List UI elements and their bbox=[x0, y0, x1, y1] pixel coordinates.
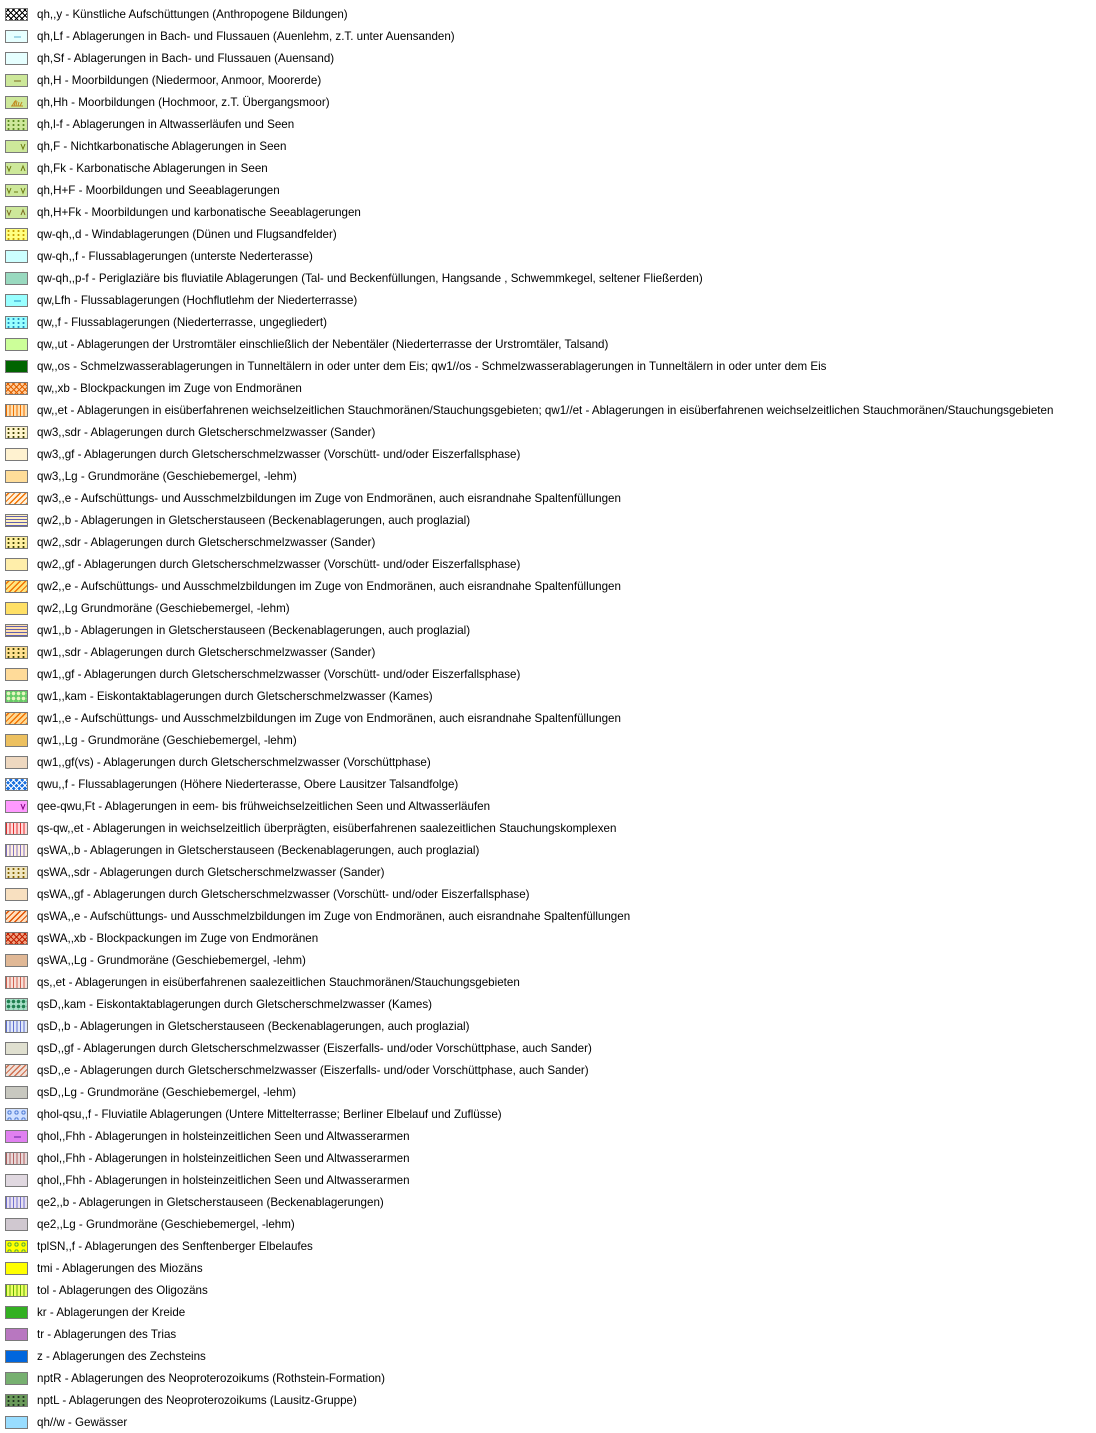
legend-item bbox=[5, 267, 1095, 289]
legend-item bbox=[5, 883, 1095, 905]
legend-label: qw1,,b - Ablagerungen in Gletscherstauseen (Beckenablagerungen, auch proglazial) bbox=[37, 623, 471, 637]
legend-item bbox=[5, 1279, 1095, 1301]
legend-swatch-icon bbox=[5, 558, 28, 571]
legend-swatch-icon bbox=[5, 206, 28, 219]
legend-swatch-icon bbox=[5, 954, 28, 967]
legend-item bbox=[5, 311, 1095, 333]
legend-swatch-icon bbox=[5, 52, 28, 65]
legend-label: qw3,,gf - Ablagerungen durch Gletscherschmelzwasser (Vorschütt- und/oder Eiszerfallsphase) bbox=[37, 447, 521, 461]
legend-label: qw1,,e - Aufschüttungs- und Ausschmelzbildungen im Zuge von Endmoränen, auch eisrandnahe Spaltenfüllungen bbox=[37, 711, 621, 725]
legend-label: qwu,,f - Flussablagerungen (Höhere Niederterasse, Obere Lausitzer Talsandfolge) bbox=[37, 777, 459, 791]
legend-swatch-icon bbox=[5, 30, 28, 43]
legend-swatch-icon bbox=[5, 1020, 28, 1033]
legend-item bbox=[5, 773, 1095, 795]
legend-item bbox=[5, 707, 1095, 729]
legend-label: qh,Sf - Ablagerungen in Bach- und Flussauen (Auensand) bbox=[37, 51, 335, 65]
legend-item bbox=[5, 1103, 1095, 1125]
legend-label: qs,,et - Ablagerungen in eisüberfahrenen saalezeitlichen Stauchmoränen/Stauchungsgebieten bbox=[37, 975, 520, 989]
legend-swatch-icon bbox=[5, 1064, 28, 1077]
legend-label: qs-qw,,et - Ablagerungen in weichselzeitlich überprägten, eisüberfahrenen saalezeitlichen Stauchungskomplexen bbox=[37, 821, 617, 835]
legend-item bbox=[5, 1257, 1095, 1279]
legend-swatch-icon bbox=[5, 580, 28, 593]
legend-item bbox=[5, 949, 1095, 971]
legend-label: qw1,,Lg - Grundmoräne (Geschiebemergel, -lehm) bbox=[37, 733, 297, 747]
legend-label: qsWA,,Lg - Grundmoräne (Geschiebemergel, -lehm) bbox=[37, 953, 306, 967]
legend-label: qh,,y - Künstliche Aufschüttungen (Anthropogene Bildungen) bbox=[37, 7, 348, 21]
legend-label: qw1,,kam - Eiskontaktablagerungen durch Gletscherschmelzwasser (Kames) bbox=[37, 689, 433, 703]
legend-swatch-icon bbox=[5, 1306, 28, 1319]
legend-label: qee-qwu,Ft - Ablagerungen in eem- bis frühweichselzeitlichen Seen und Altwasserläufen bbox=[37, 799, 491, 813]
legend-swatch-icon bbox=[5, 382, 28, 395]
legend-label: z - Ablagerungen des Zechsteins bbox=[37, 1349, 206, 1363]
legend-swatch-icon bbox=[5, 1174, 28, 1187]
legend-item bbox=[5, 905, 1095, 927]
legend-item bbox=[5, 1191, 1095, 1213]
legend-label: qw1,,gf - Ablagerungen durch Gletscherschmelzwasser (Vorschütt- und/oder Eiszerfallsphase) bbox=[37, 667, 521, 681]
legend-item bbox=[5, 641, 1095, 663]
legend-swatch-icon bbox=[5, 8, 28, 21]
legend-label: qw3,,Lg - Grundmoräne (Geschiebemergel, -lehm) bbox=[37, 469, 297, 483]
legend-swatch-icon bbox=[5, 1152, 28, 1165]
legend-item bbox=[5, 3, 1095, 25]
legend-item bbox=[5, 245, 1095, 267]
legend-item bbox=[5, 597, 1095, 619]
legend-label: qw1,,sdr - Ablagerungen durch Gletscherschmelzwasser (Sander) bbox=[37, 645, 376, 659]
legend-label: qw2,,Lg Grundmoräne (Geschiebemergel, -lehm) bbox=[37, 601, 290, 615]
legend-swatch-icon bbox=[5, 294, 28, 307]
legend-item bbox=[5, 1235, 1095, 1257]
legend-swatch-icon bbox=[5, 1218, 28, 1231]
legend-item bbox=[5, 839, 1095, 861]
legend-item bbox=[5, 47, 1095, 69]
legend-label: qh//w - Gewässer bbox=[37, 1415, 128, 1429]
legend-swatch-icon bbox=[5, 1086, 28, 1099]
legend-swatch-icon bbox=[5, 1394, 28, 1407]
legend-item bbox=[5, 817, 1095, 839]
legend-swatch-icon bbox=[5, 492, 28, 505]
legend-label: qw1,,gf(vs) - Ablagerungen durch Gletscherschmelzwasser (Vorschüttphase) bbox=[37, 755, 431, 769]
legend-item bbox=[5, 1213, 1095, 1235]
legend-label: qw,,f - Flussablagerungen (Niederterrasse, ungegliedert) bbox=[37, 315, 327, 329]
legend-label: qhol-qsu,,f - Fluviatile Ablagerungen (Untere Mittelterrasse; Berliner Elbelauf und Zuflüsse) bbox=[37, 1107, 502, 1121]
legend-swatch-icon bbox=[5, 360, 28, 373]
legend-item bbox=[5, 179, 1095, 201]
legend-swatch-icon bbox=[5, 250, 28, 263]
legend-swatch-icon bbox=[5, 338, 28, 351]
legend-label: qw,,xb - Blockpackungen im Zuge von Endmoränen bbox=[37, 381, 302, 395]
legend-swatch-icon bbox=[5, 976, 28, 989]
legend-item bbox=[5, 729, 1095, 751]
legend-swatch-icon bbox=[5, 1284, 28, 1297]
legend-swatch-icon bbox=[5, 1372, 28, 1385]
legend-item bbox=[5, 157, 1095, 179]
legend-swatch-icon bbox=[5, 184, 28, 197]
legend-label: qhol,,Fhh - Ablagerungen in holsteinzeitlichen Seen und Altwasserarmen bbox=[37, 1151, 410, 1165]
legend-swatch-icon bbox=[5, 1416, 28, 1429]
legend-item bbox=[5, 1169, 1095, 1191]
legend-item bbox=[5, 927, 1095, 949]
legend-label: qw-qh,,f - Flussablagerungen (unterste Nederterasse) bbox=[37, 249, 313, 263]
legend-swatch-icon bbox=[5, 316, 28, 329]
legend-label: tol - Ablagerungen des Oligozäns bbox=[37, 1283, 208, 1297]
legend-swatch-icon bbox=[5, 1196, 28, 1209]
legend-label: qw2,,b - Ablagerungen in Gletscherstauseen (Beckenablagerungen, auch proglazial) bbox=[37, 513, 471, 527]
legend-item bbox=[5, 355, 1095, 377]
legend-label: qh,H - Moorbildungen (Niedermoor, Anmoor, Moorerde) bbox=[37, 73, 322, 87]
legend-swatch-icon bbox=[5, 646, 28, 659]
legend-label: qh,F - Nichtkarbonatische Ablagerungen in Seen bbox=[37, 139, 287, 153]
legend-item bbox=[5, 1037, 1095, 1059]
legend-swatch-icon bbox=[5, 690, 28, 703]
legend-swatch-icon bbox=[5, 910, 28, 923]
legend-item bbox=[5, 135, 1095, 157]
legend-label: qh,Lf - Ablagerungen in Bach- und Flussauen (Auenlehm, z.T. unter Auensanden) bbox=[37, 29, 455, 43]
legend-item bbox=[5, 113, 1095, 135]
legend-item bbox=[5, 421, 1095, 443]
legend-label: tmi - Ablagerungen des Miozäns bbox=[37, 1261, 203, 1275]
legend-swatch-icon bbox=[5, 602, 28, 615]
legend-swatch-icon bbox=[5, 998, 28, 1011]
legend-item bbox=[5, 619, 1095, 641]
legend-item bbox=[5, 487, 1095, 509]
legend-label: qsD,,gf - Ablagerungen durch Gletscherschmelzwasser (Eiszerfalls- und/oder Vorschüttphase, auch Sander) bbox=[37, 1041, 592, 1055]
legend-swatch-icon bbox=[5, 734, 28, 747]
legend-item bbox=[5, 223, 1095, 245]
legend-label: qw2,,gf - Ablagerungen durch Gletscherschmelzwasser (Vorschütt- und/oder Eiszerfallsphase) bbox=[37, 557, 521, 571]
legend-swatch-icon bbox=[5, 514, 28, 527]
legend-item bbox=[5, 861, 1095, 883]
legend-item bbox=[5, 91, 1095, 113]
legend-label: nptL - Ablagerungen des Neoproterozoikums (Lausitz-Gruppe) bbox=[37, 1393, 357, 1407]
legend-label: qw2,,sdr - Ablagerungen durch Gletscherschmelzwasser (Sander) bbox=[37, 535, 376, 549]
legend-label: qe2,,b - Ablagerungen in Gletscherstauseen (Beckenablagerungen) bbox=[37, 1195, 384, 1209]
legend-label: qsWA,,gf - Ablagerungen durch Gletscherschmelzwasser (Vorschütt- und/oder Eiszerfallsphase) bbox=[37, 887, 530, 901]
legend-label: kr - Ablagerungen der Kreide bbox=[37, 1305, 186, 1319]
legend-label: qw,Lfh - Flussablagerungen (Hochflutlehm der Niederterrasse) bbox=[37, 293, 358, 307]
legend-label: qh,H+Fk - Moorbildungen und karbonatische Seeablagerungen bbox=[37, 205, 361, 219]
legend-item bbox=[5, 1323, 1095, 1345]
legend-swatch-icon bbox=[5, 1350, 28, 1363]
legend-label: qw3,,sdr - Ablagerungen durch Gletscherschmelzwasser (Sander) bbox=[37, 425, 376, 439]
legend-swatch-icon bbox=[5, 1240, 28, 1253]
legend-label: qh,l-f - Ablagerungen in Altwasserläufen und Seen bbox=[37, 117, 295, 131]
legend-item bbox=[5, 553, 1095, 575]
legend-item bbox=[5, 1081, 1095, 1103]
legend-label: qsWA,,e - Aufschüttungs- und Ausschmelzbildungen im Zuge von Endmoränen, auch eisrandnahe Spaltenfüllungen bbox=[37, 909, 631, 923]
legend-swatch-icon bbox=[5, 74, 28, 87]
legend-label: qw,,ut - Ablagerungen der Urstromtäler einschließlich der Nebentäler (Niederterrasse der Urstromtäler, Talsand) bbox=[37, 337, 609, 351]
legend-item bbox=[5, 1147, 1095, 1169]
legend-swatch-icon bbox=[5, 712, 28, 725]
legend-label: qe2,,Lg - Grundmoräne (Geschiebemergel, -lehm) bbox=[37, 1217, 295, 1231]
legend-swatch-icon bbox=[5, 822, 28, 835]
legend-label: qsWA,,xb - Blockpackungen im Zuge von Endmoränen bbox=[37, 931, 319, 945]
legend-swatch-icon bbox=[5, 1262, 28, 1275]
legend-label: qsWA,,b - Ablagerungen in Gletscherstauseen (Beckenablagerungen, auch proglazial) bbox=[37, 843, 480, 857]
legend-swatch-icon bbox=[5, 426, 28, 439]
legend-item bbox=[5, 971, 1095, 993]
legend-swatch-icon bbox=[5, 228, 28, 241]
legend-item bbox=[5, 1411, 1095, 1433]
legend-item bbox=[5, 201, 1095, 223]
legend-swatch-icon bbox=[5, 844, 28, 857]
legend-swatch-icon bbox=[5, 470, 28, 483]
legend-item bbox=[5, 443, 1095, 465]
legend-item bbox=[5, 333, 1095, 355]
legend-swatch-icon bbox=[5, 140, 28, 153]
legend-label: qw,,et - Ablagerungen in eisüberfahrenen weichselzeitlichen Stauchmoränen/Stauchungsgebieten; qw1//et - Ablagerungen in eisüberfahrenen weichselzeitlichen Stauchmoränen/Stauchungsgebieten bbox=[37, 403, 1054, 417]
legend-swatch-icon bbox=[5, 866, 28, 879]
legend-swatch-icon bbox=[5, 1328, 28, 1341]
legend-label: nptR - Ablagerungen des Neoproterozoikums (Rothstein-Formation) bbox=[37, 1371, 385, 1385]
legend-swatch-icon bbox=[5, 404, 28, 417]
legend-swatch-icon bbox=[5, 96, 28, 109]
legend-label: qw3,,e - Aufschüttungs- und Ausschmelzbildungen im Zuge von Endmoränen, auch eisrandnahe Spaltenfüllungen bbox=[37, 491, 621, 505]
legend-item bbox=[5, 1301, 1095, 1323]
legend-swatch-icon bbox=[5, 888, 28, 901]
legend-label: qsD,,Lg - Grundmoräne (Geschiebemergel, -lehm) bbox=[37, 1085, 297, 1099]
legend-swatch-icon bbox=[5, 778, 28, 791]
legend-item bbox=[5, 1125, 1095, 1147]
legend-item bbox=[5, 25, 1095, 47]
legend-item bbox=[5, 1015, 1095, 1037]
legend-item bbox=[5, 465, 1095, 487]
legend-swatch-icon bbox=[5, 1130, 28, 1143]
legend-label: qw,,os - Schmelzwasserablagerungen in Tunneltälern in oder unter dem Eis; qw1//os - Schmelzwasserablagerungen in Tunneltälern in oder unter dem Eis bbox=[37, 359, 827, 373]
legend-label: qw-qh,,d - Windablagerungen (Dünen und Flugsandfelder) bbox=[37, 227, 337, 241]
legend-label: qh,Fk - Karbonatische Ablagerungen in Seen bbox=[37, 161, 268, 175]
legend-label: qh,Hh - Moorbildungen (Hochmoor, z.T. Übergangsmoor) bbox=[37, 95, 330, 109]
legend-label: qhol,,Fhh - Ablagerungen in holsteinzeitlichen Seen und Altwasserarmen bbox=[37, 1173, 410, 1187]
legend-swatch-icon bbox=[5, 162, 28, 175]
legend-item bbox=[5, 69, 1095, 91]
legend-label: qsWA,,sdr - Ablagerungen durch Gletscherschmelzwasser (Sander) bbox=[37, 865, 385, 879]
legend-swatch-icon bbox=[5, 1042, 28, 1055]
legend-swatch-icon bbox=[5, 448, 28, 461]
legend-item bbox=[5, 663, 1095, 685]
legend-item bbox=[5, 1367, 1095, 1389]
legend-label: qh,H+F - Moorbildungen und Seeablagerungen bbox=[37, 183, 280, 197]
legend-swatch-icon bbox=[5, 756, 28, 769]
legend-swatch-icon bbox=[5, 668, 28, 681]
legend-item bbox=[5, 399, 1095, 421]
legend-label: qsD,,kam - Eiskontaktablagerungen durch Gletscherschmelzwasser (Kames) bbox=[37, 997, 432, 1011]
legend-label: qhol,,Fhh - Ablagerungen in holsteinzeitlichen Seen und Altwasserarmen bbox=[37, 1129, 410, 1143]
legend-swatch-icon bbox=[5, 932, 28, 945]
legend-item bbox=[5, 1389, 1095, 1411]
legend-item bbox=[5, 993, 1095, 1015]
legend-label: tplSN,,f - Ablagerungen des Senftenberger Elbelaufes bbox=[37, 1239, 313, 1253]
legend-item bbox=[5, 575, 1095, 597]
legend bbox=[5, 3, 1095, 1433]
legend-swatch-icon bbox=[5, 624, 28, 637]
legend-item bbox=[5, 751, 1095, 773]
legend-label: qw2,,e - Aufschüttungs- und Ausschmelzbildungen im Zuge von Endmoränen, auch eisrandnahe Spaltenfüllungen bbox=[37, 579, 621, 593]
legend-item bbox=[5, 289, 1095, 311]
legend-label: qw-qh,,p-f - Periglaziäre bis fluviatile Ablagerungen (Tal- und Beckenfüllungen, Hangsande , Schwemmkegel, seltener Fließerden) bbox=[37, 271, 703, 285]
legend-swatch-icon bbox=[5, 800, 28, 813]
legend-label: qsD,,e - Ablagerungen durch Gletscherschmelzwasser (Eiszerfalls- und/oder Vorschüttphase, auch Sander) bbox=[37, 1063, 589, 1077]
legend-item bbox=[5, 685, 1095, 707]
legend-swatch-icon bbox=[5, 118, 28, 131]
legend-item bbox=[5, 531, 1095, 553]
legend-swatch-icon bbox=[5, 536, 28, 549]
legend-label: tr - Ablagerungen des Trias bbox=[37, 1327, 177, 1341]
legend-swatch-icon bbox=[5, 1108, 28, 1121]
legend-item bbox=[5, 509, 1095, 531]
legend-item bbox=[5, 377, 1095, 399]
legend-label: qsD,,b - Ablagerungen in Gletscherstauseen (Beckenablagerungen, auch proglazial) bbox=[37, 1019, 470, 1033]
legend-swatch-icon bbox=[5, 272, 28, 285]
legend-item bbox=[5, 795, 1095, 817]
legend-item bbox=[5, 1345, 1095, 1367]
legend-item bbox=[5, 1059, 1095, 1081]
